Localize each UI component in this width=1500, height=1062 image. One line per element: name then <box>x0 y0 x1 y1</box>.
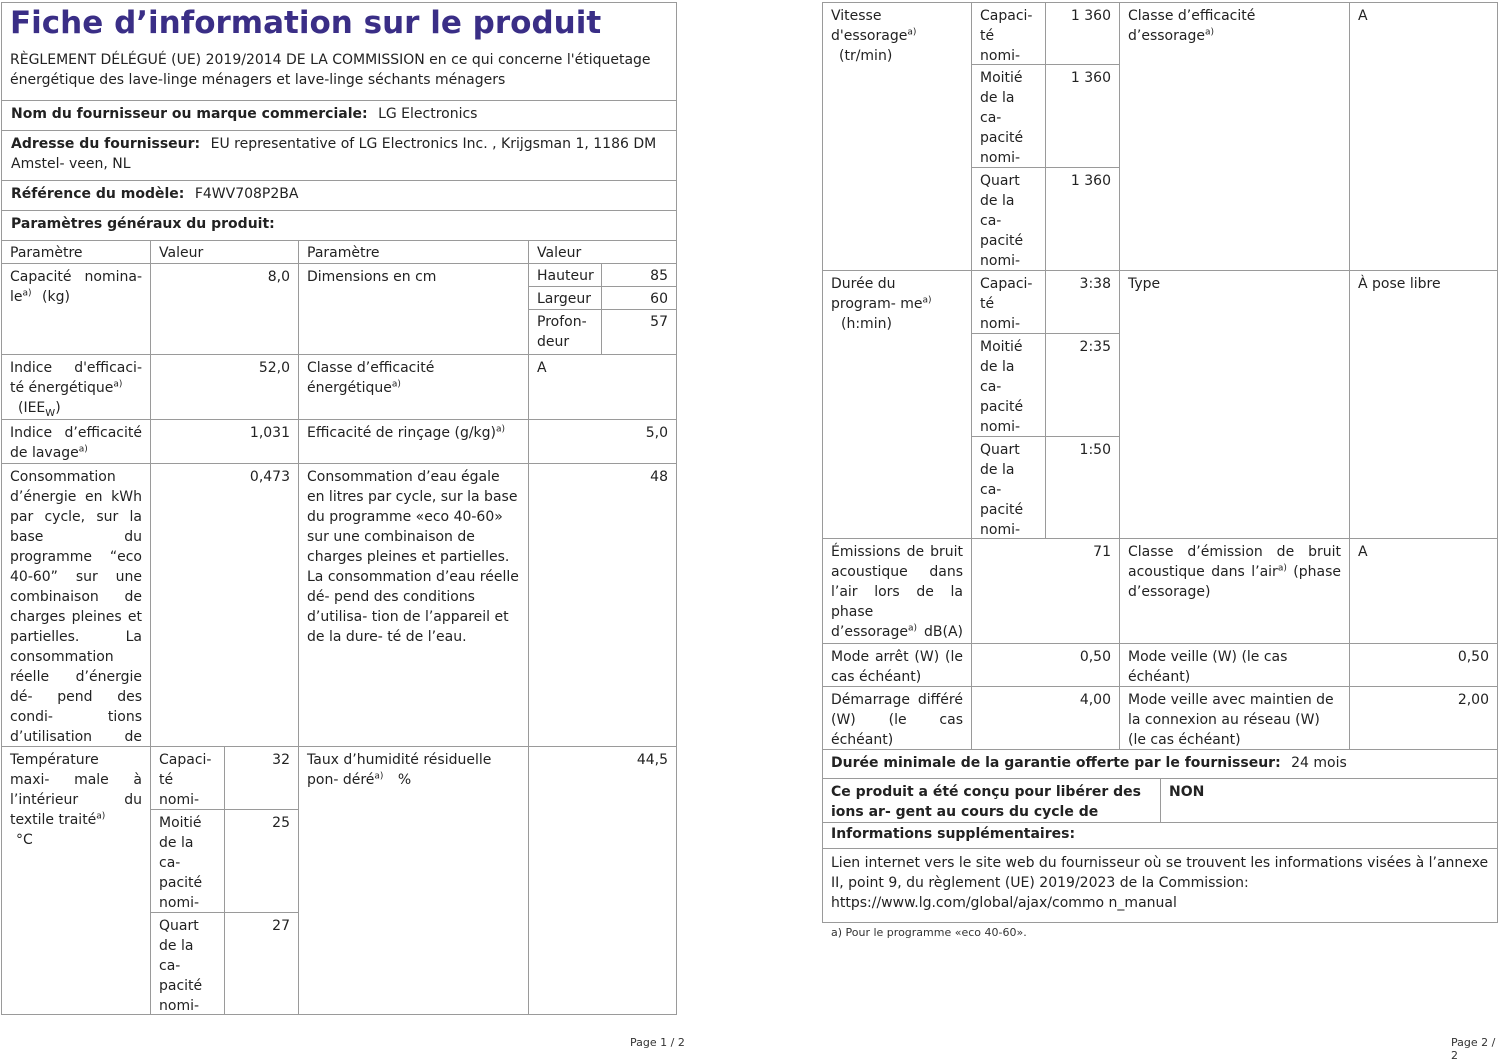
delay-start-label: Démarrage différé (W) (le cas échéant) <box>822 686 972 750</box>
network-standby-value: 2,00 <box>1349 686 1498 750</box>
temperature-label <box>1 746 151 1015</box>
rinse-value: 5,0 <box>528 419 677 464</box>
spin-class-value: A <box>1349 2 1498 271</box>
depth-value: 57 <box>601 309 677 355</box>
duration-half-label: Moitié de la ca- pacité nomi- <box>971 333 1046 437</box>
eei-sub: W <box>45 407 56 419</box>
spin-full-label: Capaci- té nomi- <box>971 2 1046 65</box>
silver-ions-label: Ce produit a été conçu pour libérer des ions ar- gent au cours du cycle de <box>822 778 1161 823</box>
footnote-text: a) Pour le programme «eco 40-60». <box>831 926 1027 939</box>
col-header-value-1: Valeur <box>150 240 299 264</box>
footnote-mark: a) <box>374 771 384 782</box>
eei-label-text: Indice d'efficaci- té énergétique <box>10 360 142 396</box>
spin-quarter-value: 1 360 <box>1045 167 1120 271</box>
temp-full-value: 32 <box>224 746 299 810</box>
duration-full-label: Capaci- té nomi- <box>971 270 1046 334</box>
noise-label-text: Émissions de bruit acoustique dans l’air lors de la phase d’essorage <box>831 544 963 640</box>
eei-close: ) <box>55 400 61 416</box>
address-value: EU representative of LG Electronics Inc. , Krijgsman 1, 1186 DM Amstel- veen, NL <box>11 136 657 172</box>
page-title: Fiche d’information sur le produit <box>10 5 602 41</box>
footnote-mark: a) <box>1204 27 1214 38</box>
energy-consumption-value: 0,473 <box>150 463 299 747</box>
duration-quarter-value: 1:50 <box>1045 436 1120 539</box>
capacity-unit: (kg) <box>42 289 70 305</box>
temperature-label-text: Température maxi- male à l’intérieur du textile traité <box>10 752 142 828</box>
duration-quarter-label: Quart de la ca- pacité nomi- <box>971 436 1046 539</box>
delay-start-value: 4,00 <box>971 686 1120 750</box>
duration-half-value: 2:35 <box>1045 333 1120 437</box>
temp-quarter-label: Quart de la ca- pacité nomi- <box>150 912 225 1015</box>
standby-label: Mode veille (W) (le cas échéant) <box>1119 643 1350 687</box>
humidity-label <box>298 746 529 1015</box>
footnote-mark: a) <box>907 27 917 38</box>
temp-half-label: Moitié de la ca- pacité nomi- <box>150 809 225 913</box>
footnote-mark: a) <box>1277 563 1287 574</box>
warranty-value: 24 mois <box>1291 755 1347 771</box>
footnote-mark: a) <box>96 811 106 822</box>
duration-unit: (h:min) <box>841 316 892 332</box>
capacity-label <box>1 263 151 355</box>
col-header-param-1: Paramètre <box>1 240 151 264</box>
dimensions-label: Dimensions en cm <box>298 263 529 355</box>
energy-class-label <box>298 354 529 420</box>
width-value: 60 <box>601 286 677 310</box>
spin-full-value: 1 360 <box>1045 2 1120 65</box>
warranty-row <box>822 749 1498 779</box>
noise-class-label-text: Classe d’émission de bruit acoustique dans l’air <box>1128 544 1341 580</box>
duration-label-text: Durée du program- me <box>831 276 923 312</box>
noise-class-value: A <box>1349 538 1498 644</box>
noise-class-tail: (phase d’essorage) <box>1128 564 1342 600</box>
duration-full-value: 3:38 <box>1045 270 1120 334</box>
temp-quarter-value: 27 <box>224 912 299 1015</box>
water-consumption-value: 48 <box>528 463 677 747</box>
noise-unit: dB(A) <box>924 624 963 640</box>
supplier-row <box>1 100 677 131</box>
regulation-text: RÈGLEMENT DÉLÉGUÉ (UE) 2019/2014 DE LA COMMISSION en ce qui concerne l'étiquetage énergétique des lave-linge ménagers et lave-linge séchants ménagers <box>10 52 651 88</box>
spin-speed-label-text: Vitesse d'essorage <box>831 8 908 44</box>
model-label: Référence du modèle: <box>11 186 185 202</box>
standby-value: 0,50 <box>1349 643 1498 687</box>
footnote-mark: a) <box>113 379 123 390</box>
footnote-mark: a) <box>22 288 32 299</box>
wash-index-value: 1,031 <box>150 419 299 464</box>
rinse-label <box>298 419 529 464</box>
col-header-param-2: Paramètre <box>298 240 529 264</box>
extra-info-label: Informations supplémentaires: <box>831 826 1076 842</box>
wash-index-label <box>1 419 151 464</box>
spin-class-label-text: Classe d’efficacité d’essorage <box>1128 8 1256 44</box>
spin-speed-unit: (tr/min) <box>839 48 893 64</box>
address-label: Adresse du fournisseur: <box>11 136 201 152</box>
noise-class-label <box>1119 538 1350 644</box>
humidity-label-text: Taux d’humidité résiduelle pon- déré <box>307 752 492 788</box>
energy-consumption-label: Consommation d’énergie en kWh par cycle, sur la base du programme “eco 40-60” sur une combinaison de charges pleines et partielles. La consommation réelle d’énergie dé- pend des condi- tions d’utilisation de <box>1 463 151 747</box>
temp-half-value: 25 <box>224 809 299 913</box>
footnote-mark: a) <box>391 379 401 390</box>
footnote-mark: a) <box>922 295 932 306</box>
humidity-value: 44,5 <box>528 746 677 1015</box>
depth-label: Profon- deur <box>528 309 602 355</box>
model-row <box>1 180 677 211</box>
eei-label <box>1 354 151 420</box>
temp-full-label: Capaci- té nomi- <box>150 746 225 810</box>
eei-value: 52,0 <box>150 354 299 420</box>
supplier-value: LG Electronics <box>378 106 478 122</box>
capacity-label-text: Capacité nomina- le <box>10 269 142 305</box>
footnote-mark: a) <box>496 424 506 435</box>
general-params-heading: Paramètres généraux du produit: <box>1 210 677 241</box>
width-label: Largeur <box>528 286 602 310</box>
footnote-mark: a) <box>78 444 88 455</box>
page-number-2: Page 2 / 2 <box>1451 1036 1496 1062</box>
spin-half-label: Moitié de la ca- pacité nomi- <box>971 64 1046 168</box>
address-row <box>1 130 677 181</box>
off-mode-value: 0,50 <box>971 643 1120 687</box>
noise-label <box>822 538 972 644</box>
wash-index-label-text: Indice d’efficacité de lavage <box>10 425 142 461</box>
spin-half-value: 1 360 <box>1045 64 1120 168</box>
noise-value: 71 <box>971 538 1120 644</box>
rinse-label-text: Efficacité de rinçage (g/kg) <box>307 425 497 441</box>
spin-quarter-label: Quart de la ca- pacité nomi- <box>971 167 1046 271</box>
supplier-link-text: Lien internet vers le site web du fournisseur où se trouvent les informations visées à l’annexe II, point 9, du règlement (UE) 2019/2023 de la Commission: https://www.lg.com/global/ajax/commo n_manual <box>831 855 1489 911</box>
supplier-label: Nom du fournisseur ou marque commerciale: <box>11 106 368 122</box>
model-value: F4WV708P2BA <box>194 186 299 202</box>
temperature-unit: °C <box>16 832 33 848</box>
off-mode-label: Mode arrêt (W) (le cas échéant) <box>822 643 972 687</box>
network-standby-label: Mode veille avec maintien de la connexion au réseau (W) (le cas échéant) <box>1119 686 1350 750</box>
footnote-mark: a) <box>907 623 917 634</box>
spin-speed-label <box>822 2 972 271</box>
type-value: À pose libre <box>1349 270 1498 539</box>
height-value: 85 <box>601 263 677 287</box>
energy-class-label-text: Classe d’efficacité énergétique <box>307 360 435 396</box>
extra-info-divider <box>822 848 1498 849</box>
spin-class-label <box>1119 2 1350 271</box>
duration-label <box>822 270 972 539</box>
warranty-label: Durée minimale de la garantie offerte par le fournisseur: <box>831 755 1281 771</box>
col-header-value-2: Valeur <box>528 240 677 264</box>
type-label: Type <box>1119 270 1350 539</box>
height-label: Hauteur <box>528 263 602 287</box>
water-consumption-label: Consommation d’eau égale en litres par cycle, sur la base du programme «eco 40-60» sur une combinaison de charges pleines et partielles. La consommation d’eau réelle dé- pend des conditions d’utilisa- tion de l’appareil et de la dure- té de l’eau. <box>298 463 529 747</box>
humidity-unit: % <box>397 772 412 788</box>
eei-unit: (IEE <box>18 400 46 416</box>
capacity-value: 8,0 <box>150 263 299 355</box>
energy-class-value: A <box>528 354 677 420</box>
page-number-1: Page 1 / 2 <box>630 1036 685 1049</box>
silver-ions-value: NON <box>1160 778 1498 823</box>
